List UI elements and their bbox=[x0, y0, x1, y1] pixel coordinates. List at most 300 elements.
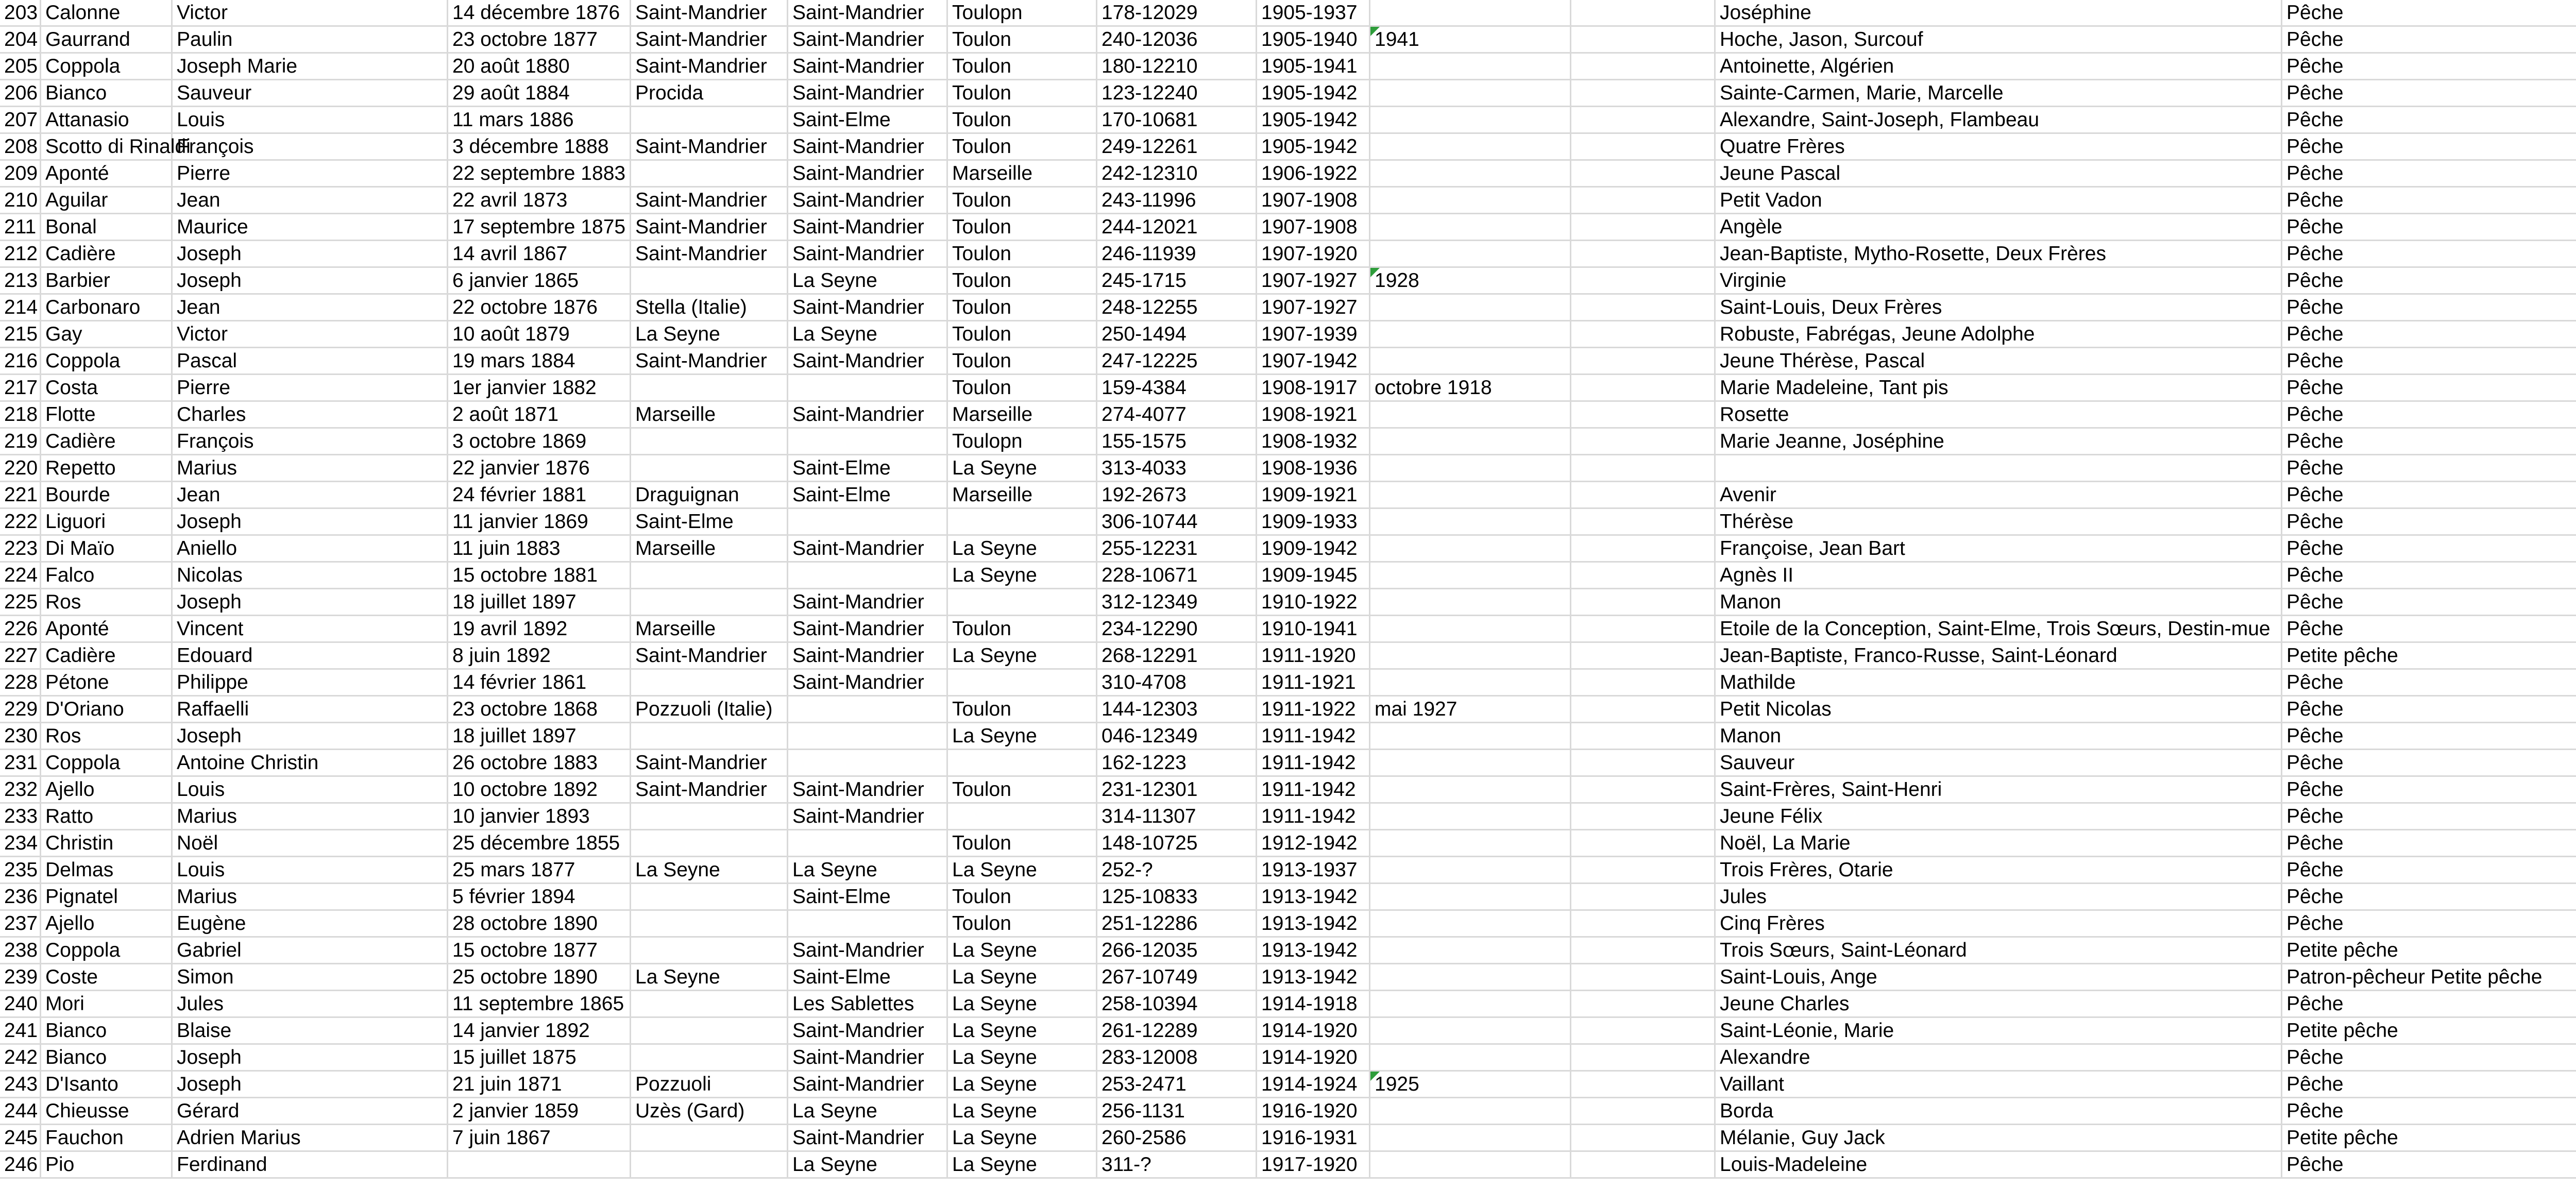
cell-boat-names[interactable] bbox=[1716, 697, 2282, 722]
cell-registration-number[interactable] bbox=[1097, 991, 1257, 1016]
cell-residence[interactable] bbox=[788, 402, 948, 427]
cell-residence[interactable] bbox=[788, 321, 948, 347]
cell-boat-names[interactable] bbox=[1716, 375, 2282, 400]
cell-activity[interactable] bbox=[2282, 750, 2576, 775]
cell-empty-col-k[interactable] bbox=[1571, 589, 1716, 615]
cell-period[interactable] bbox=[1257, 54, 1370, 79]
cell-first-name[interactable] bbox=[173, 643, 448, 668]
cell-row-number[interactable] bbox=[0, 27, 41, 52]
cell-empty-col-k[interactable] bbox=[1571, 911, 1716, 936]
cell-activity[interactable] bbox=[2282, 134, 2576, 159]
cell-boat-names[interactable] bbox=[1716, 1152, 2282, 1177]
cell-birth-place[interactable] bbox=[631, 563, 788, 588]
cell-end-note[interactable] bbox=[1370, 80, 1571, 106]
cell-last-name[interactable] bbox=[41, 509, 173, 534]
cell-birth-place[interactable] bbox=[631, 188, 788, 213]
cell-end-note[interactable] bbox=[1370, 1152, 1571, 1177]
cell-residence[interactable] bbox=[788, 107, 948, 132]
cell-row-number[interactable] bbox=[0, 54, 41, 79]
cell-boat-names[interactable] bbox=[1716, 134, 2282, 159]
cell-registry[interactable] bbox=[948, 911, 1097, 936]
cell-first-name[interactable] bbox=[173, 295, 448, 320]
cell-end-note[interactable] bbox=[1370, 134, 1571, 159]
cell-end-note[interactable] bbox=[1370, 616, 1571, 641]
cell-row-number[interactable] bbox=[0, 161, 41, 186]
cell-row-number[interactable] bbox=[0, 214, 41, 240]
cell-activity[interactable] bbox=[2282, 321, 2576, 347]
cell-boat-names[interactable] bbox=[1716, 723, 2282, 749]
cell-row-number[interactable] bbox=[0, 857, 41, 882]
cell-end-note[interactable] bbox=[1370, 830, 1571, 856]
cell-end-note[interactable] bbox=[1370, 536, 1571, 561]
cell-birth-place[interactable] bbox=[631, 938, 788, 963]
cell-registration-number[interactable] bbox=[1097, 375, 1257, 400]
cell-first-name[interactable] bbox=[173, 563, 448, 588]
cell-empty-col-k[interactable] bbox=[1571, 214, 1716, 240]
cell-residence[interactable] bbox=[788, 241, 948, 266]
cell-residence[interactable] bbox=[788, 804, 948, 829]
cell-residence[interactable] bbox=[788, 964, 948, 990]
cell-first-name[interactable] bbox=[173, 1098, 448, 1124]
cell-last-name[interactable] bbox=[41, 402, 173, 427]
cell-residence[interactable] bbox=[788, 1125, 948, 1150]
cell-birth-date[interactable] bbox=[448, 375, 631, 400]
cell-registration-number[interactable] bbox=[1097, 321, 1257, 347]
cell-activity[interactable] bbox=[2282, 670, 2576, 695]
cell-row-number[interactable] bbox=[0, 321, 41, 347]
cell-registration-number[interactable] bbox=[1097, 804, 1257, 829]
cell-registry[interactable] bbox=[948, 321, 1097, 347]
cell-registry[interactable] bbox=[948, 830, 1097, 856]
cell-boat-names[interactable] bbox=[1716, 455, 2282, 481]
cell-activity[interactable] bbox=[2282, 911, 2576, 936]
cell-end-note[interactable] bbox=[1370, 27, 1571, 52]
cell-last-name[interactable] bbox=[41, 884, 173, 909]
cell-empty-col-k[interactable] bbox=[1571, 777, 1716, 802]
cell-period[interactable] bbox=[1257, 1045, 1370, 1070]
cell-first-name[interactable] bbox=[173, 1018, 448, 1043]
cell-registry[interactable] bbox=[948, 80, 1097, 106]
cell-registration-number[interactable] bbox=[1097, 536, 1257, 561]
cell-last-name[interactable] bbox=[41, 723, 173, 749]
cell-registry[interactable] bbox=[948, 134, 1097, 159]
cell-registration-number[interactable] bbox=[1097, 777, 1257, 802]
cell-period[interactable] bbox=[1257, 295, 1370, 320]
cell-birth-date[interactable] bbox=[448, 563, 631, 588]
cell-end-note[interactable] bbox=[1370, 643, 1571, 668]
cell-end-note[interactable] bbox=[1370, 1098, 1571, 1124]
cell-end-note[interactable] bbox=[1370, 375, 1571, 400]
cell-end-note[interactable] bbox=[1370, 857, 1571, 882]
cell-end-note[interactable] bbox=[1370, 188, 1571, 213]
cell-empty-col-k[interactable] bbox=[1571, 455, 1716, 481]
cell-activity[interactable] bbox=[2282, 161, 2576, 186]
cell-boat-names[interactable] bbox=[1716, 938, 2282, 963]
cell-period[interactable] bbox=[1257, 1125, 1370, 1150]
cell-period[interactable] bbox=[1257, 750, 1370, 775]
cell-registry[interactable] bbox=[948, 509, 1097, 534]
cell-first-name[interactable] bbox=[173, 1045, 448, 1070]
cell-activity[interactable] bbox=[2282, 589, 2576, 615]
cell-boat-names[interactable] bbox=[1716, 1045, 2282, 1070]
cell-birth-place[interactable] bbox=[631, 1098, 788, 1124]
cell-birth-place[interactable] bbox=[631, 804, 788, 829]
cell-last-name[interactable] bbox=[41, 1098, 173, 1124]
cell-end-note[interactable] bbox=[1370, 804, 1571, 829]
cell-empty-col-k[interactable] bbox=[1571, 429, 1716, 454]
cell-residence[interactable] bbox=[788, 616, 948, 641]
cell-end-note[interactable] bbox=[1370, 402, 1571, 427]
cell-boat-names[interactable] bbox=[1716, 107, 2282, 132]
cell-birth-date[interactable] bbox=[448, 723, 631, 749]
cell-activity[interactable] bbox=[2282, 0, 2576, 25]
cell-row-number[interactable] bbox=[0, 750, 41, 775]
cell-registry[interactable] bbox=[948, 27, 1097, 52]
cell-registry[interactable] bbox=[948, 723, 1097, 749]
cell-row-number[interactable] bbox=[0, 884, 41, 909]
cell-empty-col-k[interactable] bbox=[1571, 1072, 1716, 1097]
cell-last-name[interactable] bbox=[41, 295, 173, 320]
cell-residence[interactable] bbox=[788, 643, 948, 668]
cell-end-note[interactable] bbox=[1370, 991, 1571, 1016]
cell-activity[interactable] bbox=[2282, 482, 2576, 507]
cell-last-name[interactable] bbox=[41, 455, 173, 481]
cell-residence[interactable] bbox=[788, 1098, 948, 1124]
cell-end-note[interactable] bbox=[1370, 0, 1571, 25]
cell-registry[interactable] bbox=[948, 536, 1097, 561]
cell-row-number[interactable] bbox=[0, 80, 41, 106]
cell-birth-date[interactable] bbox=[448, 991, 631, 1016]
cell-registration-number[interactable] bbox=[1097, 214, 1257, 240]
cell-registry[interactable] bbox=[948, 804, 1097, 829]
cell-end-note[interactable] bbox=[1370, 455, 1571, 481]
cell-birth-place[interactable] bbox=[631, 750, 788, 775]
cell-activity[interactable] bbox=[2282, 884, 2576, 909]
cell-row-number[interactable] bbox=[0, 295, 41, 320]
cell-activity[interactable] bbox=[2282, 830, 2576, 856]
cell-residence[interactable] bbox=[788, 670, 948, 695]
cell-period[interactable] bbox=[1257, 509, 1370, 534]
cell-boat-names[interactable] bbox=[1716, 1018, 2282, 1043]
cell-activity[interactable] bbox=[2282, 1018, 2576, 1043]
cell-activity[interactable] bbox=[2282, 616, 2576, 641]
cell-row-number[interactable] bbox=[0, 134, 41, 159]
cell-first-name[interactable] bbox=[173, 830, 448, 856]
cell-birth-date[interactable] bbox=[448, 161, 631, 186]
cell-birth-date[interactable] bbox=[448, 27, 631, 52]
cell-first-name[interactable] bbox=[173, 616, 448, 641]
cell-row-number[interactable] bbox=[0, 804, 41, 829]
cell-registration-number[interactable] bbox=[1097, 750, 1257, 775]
cell-activity[interactable] bbox=[2282, 1098, 2576, 1124]
cell-end-note[interactable] bbox=[1370, 509, 1571, 534]
cell-period[interactable] bbox=[1257, 482, 1370, 507]
comment-indicator-icon[interactable] bbox=[1370, 268, 1380, 277]
cell-first-name[interactable] bbox=[173, 214, 448, 240]
cell-empty-col-k[interactable] bbox=[1571, 670, 1716, 695]
cell-registration-number[interactable] bbox=[1097, 884, 1257, 909]
cell-registry[interactable] bbox=[948, 1072, 1097, 1097]
cell-registry[interactable] bbox=[948, 241, 1097, 266]
cell-first-name[interactable] bbox=[173, 241, 448, 266]
cell-registration-number[interactable] bbox=[1097, 643, 1257, 668]
cell-birth-date[interactable] bbox=[448, 134, 631, 159]
cell-first-name[interactable] bbox=[173, 429, 448, 454]
cell-empty-col-k[interactable] bbox=[1571, 1098, 1716, 1124]
cell-last-name[interactable] bbox=[41, 0, 173, 25]
cell-birth-place[interactable] bbox=[631, 616, 788, 641]
cell-boat-names[interactable] bbox=[1716, 616, 2282, 641]
cell-boat-names[interactable] bbox=[1716, 589, 2282, 615]
cell-registry[interactable] bbox=[948, 107, 1097, 132]
cell-period[interactable] bbox=[1257, 884, 1370, 909]
cell-registry[interactable] bbox=[948, 268, 1097, 293]
cell-row-number[interactable] bbox=[0, 455, 41, 481]
cell-first-name[interactable] bbox=[173, 188, 448, 213]
cell-birth-place[interactable] bbox=[631, 80, 788, 106]
cell-row-number[interactable] bbox=[0, 375, 41, 400]
cell-birth-date[interactable] bbox=[448, 1098, 631, 1124]
cell-registry[interactable] bbox=[948, 429, 1097, 454]
cell-end-note[interactable] bbox=[1370, 1018, 1571, 1043]
cell-first-name[interactable] bbox=[173, 268, 448, 293]
cell-birth-date[interactable] bbox=[448, 616, 631, 641]
cell-registry[interactable] bbox=[948, 1098, 1097, 1124]
cell-activity[interactable] bbox=[2282, 54, 2576, 79]
cell-empty-col-k[interactable] bbox=[1571, 54, 1716, 79]
cell-birth-place[interactable] bbox=[631, 1018, 788, 1043]
cell-period[interactable] bbox=[1257, 697, 1370, 722]
cell-residence[interactable] bbox=[788, 938, 948, 963]
cell-empty-col-k[interactable] bbox=[1571, 938, 1716, 963]
cell-birth-place[interactable] bbox=[631, 991, 788, 1016]
cell-empty-col-k[interactable] bbox=[1571, 241, 1716, 266]
cell-last-name[interactable] bbox=[41, 589, 173, 615]
cell-empty-col-k[interactable] bbox=[1571, 134, 1716, 159]
cell-last-name[interactable] bbox=[41, 697, 173, 722]
cell-activity[interactable] bbox=[2282, 991, 2576, 1016]
cell-activity[interactable] bbox=[2282, 1152, 2576, 1177]
cell-boat-names[interactable] bbox=[1716, 670, 2282, 695]
cell-row-number[interactable] bbox=[0, 348, 41, 373]
cell-registration-number[interactable] bbox=[1097, 964, 1257, 990]
cell-activity[interactable] bbox=[2282, 723, 2576, 749]
cell-birth-date[interactable] bbox=[448, 536, 631, 561]
cell-registration-number[interactable] bbox=[1097, 107, 1257, 132]
cell-empty-col-k[interactable] bbox=[1571, 884, 1716, 909]
cell-end-note[interactable] bbox=[1370, 268, 1571, 293]
cell-birth-place[interactable] bbox=[631, 884, 788, 909]
cell-activity[interactable] bbox=[2282, 777, 2576, 802]
cell-birth-place[interactable] bbox=[631, 536, 788, 561]
cell-birth-date[interactable] bbox=[448, 455, 631, 481]
cell-last-name[interactable] bbox=[41, 80, 173, 106]
cell-boat-names[interactable] bbox=[1716, 643, 2282, 668]
cell-period[interactable] bbox=[1257, 938, 1370, 963]
cell-registry[interactable] bbox=[948, 1018, 1097, 1043]
cell-empty-col-k[interactable] bbox=[1571, 964, 1716, 990]
cell-activity[interactable] bbox=[2282, 268, 2576, 293]
cell-birth-place[interactable] bbox=[631, 375, 788, 400]
cell-birth-date[interactable] bbox=[448, 402, 631, 427]
cell-last-name[interactable] bbox=[41, 375, 173, 400]
cell-registry[interactable] bbox=[948, 991, 1097, 1016]
cell-registration-number[interactable] bbox=[1097, 938, 1257, 963]
cell-birth-date[interactable] bbox=[448, 268, 631, 293]
cell-registry[interactable] bbox=[948, 1152, 1097, 1177]
cell-boat-names[interactable] bbox=[1716, 214, 2282, 240]
cell-last-name[interactable] bbox=[41, 241, 173, 266]
cell-last-name[interactable] bbox=[41, 804, 173, 829]
cell-registry[interactable] bbox=[948, 697, 1097, 722]
cell-row-number[interactable] bbox=[0, 1098, 41, 1124]
cell-boat-names[interactable] bbox=[1716, 268, 2282, 293]
cell-first-name[interactable] bbox=[173, 884, 448, 909]
cell-period[interactable] bbox=[1257, 911, 1370, 936]
cell-end-note[interactable] bbox=[1370, 107, 1571, 132]
cell-activity[interactable] bbox=[2282, 938, 2576, 963]
cell-empty-col-k[interactable] bbox=[1571, 723, 1716, 749]
cell-birth-date[interactable] bbox=[448, 777, 631, 802]
cell-first-name[interactable] bbox=[173, 777, 448, 802]
cell-birth-date[interactable] bbox=[448, 54, 631, 79]
cell-period[interactable] bbox=[1257, 455, 1370, 481]
cell-registration-number[interactable] bbox=[1097, 509, 1257, 534]
cell-registration-number[interactable] bbox=[1097, 482, 1257, 507]
cell-residence[interactable] bbox=[788, 911, 948, 936]
cell-registry[interactable] bbox=[948, 1125, 1097, 1150]
cell-empty-col-k[interactable] bbox=[1571, 295, 1716, 320]
cell-end-note[interactable] bbox=[1370, 241, 1571, 266]
cell-last-name[interactable] bbox=[41, 268, 173, 293]
cell-residence[interactable] bbox=[788, 1072, 948, 1097]
cell-boat-names[interactable] bbox=[1716, 188, 2282, 213]
cell-registry[interactable] bbox=[948, 964, 1097, 990]
cell-registration-number[interactable] bbox=[1097, 1125, 1257, 1150]
cell-row-number[interactable] bbox=[0, 991, 41, 1016]
cell-birth-date[interactable] bbox=[448, 589, 631, 615]
cell-residence[interactable] bbox=[788, 134, 948, 159]
cell-birth-date[interactable] bbox=[448, 1152, 631, 1177]
cell-first-name[interactable] bbox=[173, 509, 448, 534]
cell-registration-number[interactable] bbox=[1097, 723, 1257, 749]
cell-boat-names[interactable] bbox=[1716, 1098, 2282, 1124]
cell-last-name[interactable] bbox=[41, 830, 173, 856]
cell-residence[interactable] bbox=[788, 429, 948, 454]
cell-birth-date[interactable] bbox=[448, 482, 631, 507]
cell-birth-place[interactable] bbox=[631, 27, 788, 52]
cell-period[interactable] bbox=[1257, 188, 1370, 213]
cell-period[interactable] bbox=[1257, 643, 1370, 668]
cell-registry[interactable] bbox=[948, 161, 1097, 186]
cell-period[interactable] bbox=[1257, 268, 1370, 293]
cell-period[interactable] bbox=[1257, 402, 1370, 427]
cell-boat-names[interactable] bbox=[1716, 804, 2282, 829]
cell-boat-names[interactable] bbox=[1716, 321, 2282, 347]
cell-end-note[interactable] bbox=[1370, 54, 1571, 79]
cell-boat-names[interactable] bbox=[1716, 241, 2282, 266]
cell-first-name[interactable] bbox=[173, 589, 448, 615]
cell-registry[interactable] bbox=[948, 884, 1097, 909]
cell-period[interactable] bbox=[1257, 321, 1370, 347]
cell-activity[interactable] bbox=[2282, 402, 2576, 427]
cell-last-name[interactable] bbox=[41, 857, 173, 882]
cell-period[interactable] bbox=[1257, 1018, 1370, 1043]
cell-period[interactable] bbox=[1257, 241, 1370, 266]
cell-registry[interactable] bbox=[948, 214, 1097, 240]
cell-first-name[interactable] bbox=[173, 1072, 448, 1097]
cell-registry[interactable] bbox=[948, 589, 1097, 615]
cell-activity[interactable] bbox=[2282, 857, 2576, 882]
cell-last-name[interactable] bbox=[41, 1152, 173, 1177]
cell-last-name[interactable] bbox=[41, 563, 173, 588]
cell-registry[interactable] bbox=[948, 188, 1097, 213]
cell-first-name[interactable] bbox=[173, 321, 448, 347]
cell-period[interactable] bbox=[1257, 134, 1370, 159]
cell-empty-col-k[interactable] bbox=[1571, 402, 1716, 427]
cell-period[interactable] bbox=[1257, 670, 1370, 695]
cell-period[interactable] bbox=[1257, 375, 1370, 400]
cell-birth-place[interactable] bbox=[631, 455, 788, 481]
cell-period[interactable] bbox=[1257, 1152, 1370, 1177]
cell-last-name[interactable] bbox=[41, 134, 191, 159]
cell-last-name[interactable] bbox=[41, 964, 173, 990]
cell-end-note[interactable] bbox=[1370, 161, 1571, 186]
cell-end-note[interactable] bbox=[1370, 295, 1571, 320]
cell-first-name[interactable] bbox=[173, 697, 448, 722]
cell-registration-number[interactable] bbox=[1097, 589, 1257, 615]
cell-residence[interactable] bbox=[788, 54, 948, 79]
cell-registry[interactable] bbox=[948, 295, 1097, 320]
cell-registration-number[interactable] bbox=[1097, 1072, 1257, 1097]
cell-row-number[interactable] bbox=[0, 643, 41, 668]
cell-end-note[interactable] bbox=[1370, 1045, 1571, 1070]
cell-boat-names[interactable] bbox=[1716, 857, 2282, 882]
cell-empty-col-k[interactable] bbox=[1571, 1045, 1716, 1070]
cell-residence[interactable] bbox=[788, 536, 948, 561]
cell-row-number[interactable] bbox=[0, 1125, 41, 1150]
cell-empty-col-k[interactable] bbox=[1571, 188, 1716, 213]
cell-period[interactable] bbox=[1257, 857, 1370, 882]
cell-registry[interactable] bbox=[948, 857, 1097, 882]
cell-birth-date[interactable] bbox=[448, 804, 631, 829]
cell-end-note[interactable] bbox=[1370, 348, 1571, 373]
cell-activity[interactable] bbox=[2282, 188, 2576, 213]
cell-residence[interactable] bbox=[788, 589, 948, 615]
cell-last-name[interactable] bbox=[41, 991, 173, 1016]
cell-row-number[interactable] bbox=[0, 536, 41, 561]
cell-birth-place[interactable] bbox=[631, 670, 788, 695]
cell-registration-number[interactable] bbox=[1097, 241, 1257, 266]
cell-residence[interactable] bbox=[788, 348, 948, 373]
cell-end-note[interactable] bbox=[1370, 723, 1571, 749]
comment-indicator-icon[interactable] bbox=[1370, 27, 1380, 36]
cell-boat-names[interactable] bbox=[1716, 964, 2282, 990]
cell-period[interactable] bbox=[1257, 429, 1370, 454]
cell-end-note[interactable] bbox=[1370, 964, 1571, 990]
cell-birth-date[interactable] bbox=[448, 750, 631, 775]
cell-row-number[interactable] bbox=[0, 241, 41, 266]
cell-registration-number[interactable] bbox=[1097, 188, 1257, 213]
cell-registry[interactable] bbox=[948, 54, 1097, 79]
cell-boat-names[interactable] bbox=[1716, 54, 2282, 79]
cell-end-note[interactable] bbox=[1370, 697, 1571, 722]
cell-registration-number[interactable] bbox=[1097, 429, 1257, 454]
cell-empty-col-k[interactable] bbox=[1571, 857, 1716, 882]
cell-residence[interactable] bbox=[788, 1152, 948, 1177]
cell-activity[interactable] bbox=[2282, 375, 2576, 400]
cell-end-note[interactable] bbox=[1370, 321, 1571, 347]
